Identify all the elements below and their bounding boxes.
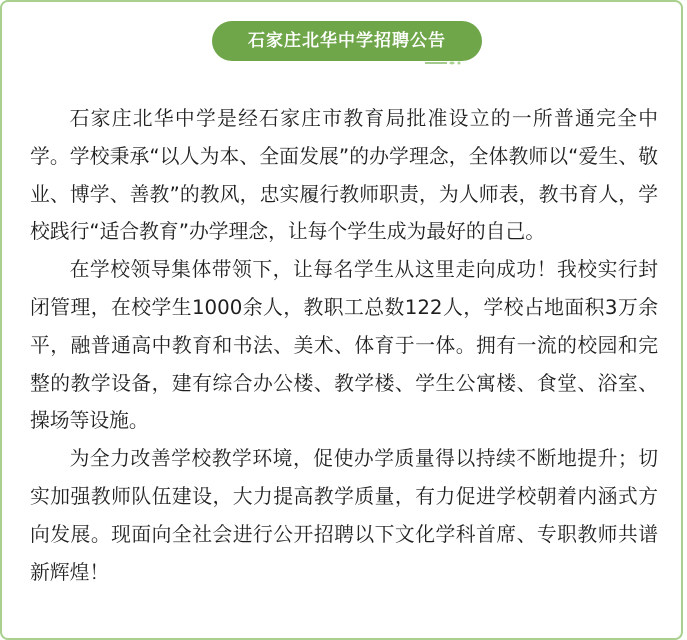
paragraph-recruitment: 为全力改善学校教学环境，促使办学质量得以持续不断地提升；切实加强教师队伍建设，大力提高教学质量，有力促进学校朝着内涵式方向发展。现面向全社会进行公开招聘以下文化学科首席、专职教师共谱新辉煌！	[30, 447, 658, 584]
page-title: 石家庄北华中学招聘公告	[212, 21, 482, 61]
title-ornament-icon	[425, 60, 465, 70]
article-body	[30, 100, 658, 591]
paragraph-school-info: 在学校领导集体带领下，让每名学生从这里走向成功！我校实行封闭管理，在校学生1000余人，教职工总数122人，学校占地面积3万余平，融普通高中教育和书法、美术、体育于一体。拥有一流的校园和完整的教学设备，建有综合办公楼、教学楼、学生公寓楼、食堂、浴室、操场等设施。	[30, 258, 658, 433]
paragraph-intro: 石家庄北华中学是经石家庄市教育局批准设立的一所普通完全中学。学校秉承“以人为本、全面发展”的办学理念，全体教师以“爱生、敬业、博学、善教”的教风，忠实履行教师职责，为人师表，教书育人，学校践行“适合教育”办学理念，让每个学生成为最好的自己。	[30, 107, 658, 244]
